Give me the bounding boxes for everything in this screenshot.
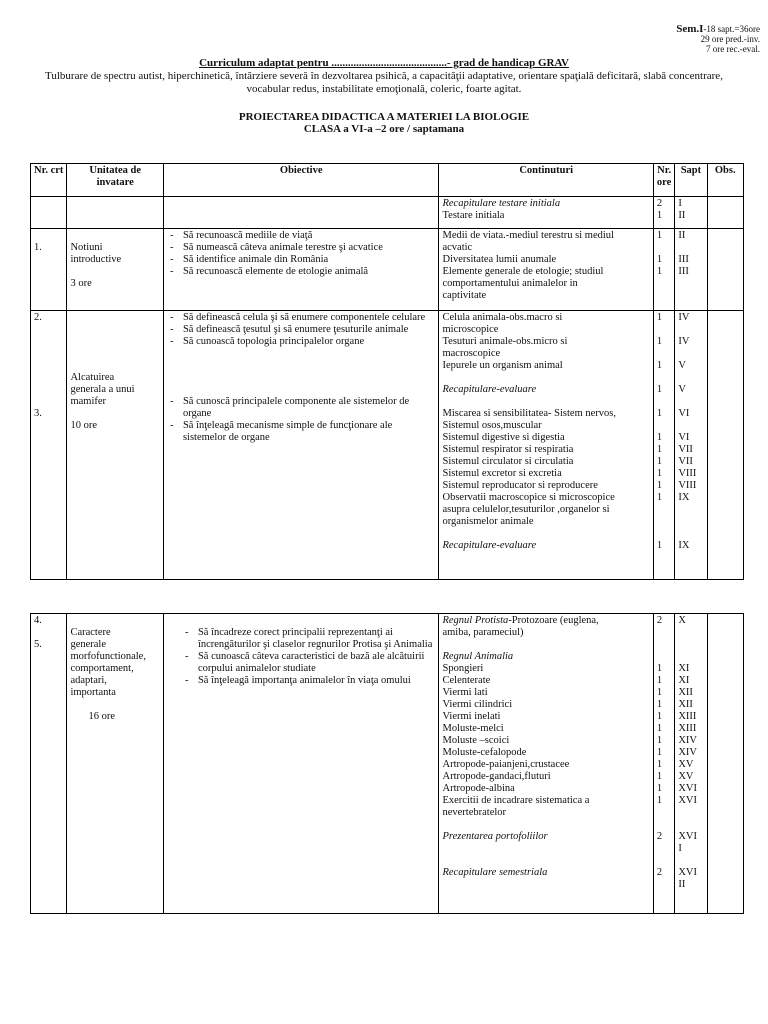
sapt-value: IV (678, 336, 690, 347)
content-line (442, 372, 649, 384)
ore-value (657, 290, 671, 302)
content-line: nevertebratelor (442, 807, 507, 818)
ore-value (657, 843, 671, 855)
content-line: Moluste-melci (442, 723, 504, 734)
objective-item: - Să cunoască topologia principalelor organe (167, 336, 436, 348)
description-line: vocabular redus, instabilitate emoţională, coleric, foarte agitat. (246, 83, 522, 95)
ore-value: 1 (656, 771, 663, 782)
content-line: Celenterate (442, 675, 491, 686)
content-line: Regnul Animalia (442, 651, 514, 662)
sapt-value: V (678, 384, 686, 395)
col-header: Obs. (707, 164, 744, 197)
objective-item: - Să înţeleagă importanţa animalelor în viaţa omului (182, 675, 436, 687)
ore-value: 1 (656, 687, 663, 698)
sapt-value: XVI (678, 795, 698, 806)
ore-value: 1 (656, 230, 663, 241)
objective-item: - Să recunoască mediile de viaţă (167, 230, 436, 242)
ore-value: 1 (656, 468, 663, 479)
ore-value (657, 242, 671, 254)
sapt-value (678, 639, 703, 651)
unit-cell: Caractere generale morfofunctionale, comportament, adaptari, importanta 16 ore (67, 614, 163, 914)
content-line: Spongieri (442, 663, 484, 674)
ore-value: 1 (656, 759, 663, 770)
ore-value: 1 (656, 540, 663, 551)
unit-cell: Notiuni introductive 3 ore (67, 229, 163, 311)
curriculum-line: Curriculum adaptat pentru ..........................................- grad de handicap GRAV (199, 57, 569, 69)
objective-item: - Să cunoscă principalele componente ale sistemelor de organe (167, 396, 436, 420)
nr-cell: 2. 3. (31, 311, 67, 580)
ore-value (657, 516, 671, 528)
content-line: Viermi lati (442, 687, 488, 698)
plan-table-1 (30, 163, 744, 580)
content-cell (439, 311, 653, 580)
ore-cell: 2 1 (653, 197, 674, 229)
ore-value (657, 639, 671, 651)
ore-value: 2 (656, 867, 663, 878)
objective-item: - Să înţeleagă mecanisme simple de funcţionare ale sistemelor de organe (167, 420, 436, 444)
content-line: Sistemul reproducator si reproducere (442, 480, 598, 491)
objective-item: - Să recunoască elemente de etologie animală (167, 266, 436, 278)
col-header: Continuturi (439, 164, 653, 197)
content-line (442, 843, 649, 855)
objectives-cell (163, 229, 439, 311)
sapt-value (678, 855, 703, 867)
content-line: Sistemul excretor si excretia (442, 468, 562, 479)
semester-line: 7 ore rec.-eval. (706, 44, 760, 54)
content-line: Iepurele un organism animal (442, 360, 563, 371)
document-header (0, 57, 768, 96)
sapt-value (678, 807, 703, 819)
sapt-value: XII (678, 699, 693, 710)
sapt-value (678, 348, 703, 360)
ore-value (657, 420, 671, 432)
ore-value (657, 348, 671, 360)
sapt-value: III (678, 254, 689, 265)
sapt-value: I (678, 843, 682, 854)
ore-value: 1 (656, 747, 663, 758)
content-line: Sistemul circulator si circulatia (442, 456, 574, 467)
content-line: comportamentului animalelor in (442, 278, 578, 289)
objective-item: - Să cunoască câteva caracteristici de bază ale alcătuirii corpului animalelor studiate (182, 651, 436, 675)
sapt-value: XI (678, 663, 690, 674)
col-header: Nr. crt (31, 164, 67, 197)
ore-value: 1 (656, 312, 663, 323)
content-line (442, 615, 649, 627)
sapt-cell (675, 614, 707, 914)
sapt-value: XV (678, 771, 694, 782)
ore-cell (653, 229, 674, 311)
sapt-value (678, 420, 703, 432)
nr-cell: 4. 5. (31, 614, 67, 914)
ore-value: 1 (656, 783, 663, 794)
content-line (442, 639, 649, 651)
ore-value: 1 (656, 711, 663, 722)
table-row (31, 614, 744, 914)
sapt-value (678, 504, 703, 516)
ore-value: 1 (656, 492, 663, 503)
title-line: CLASA a VI-a –2 ore / saptamana (303, 123, 465, 135)
objective-item: - Să definească celula şi să enumere componentele celulare (167, 312, 436, 324)
ore-value (657, 807, 671, 819)
content-line: Observatii macroscopice si microscopice (442, 492, 615, 503)
sapt-cell (675, 311, 707, 580)
content-line: Exercitii de incadrare sistematica a (442, 795, 590, 806)
ore-value: 1 (656, 699, 663, 710)
content-line: Artropode-paianjeni,crustacee (442, 759, 570, 770)
sapt-value: XV (678, 759, 694, 770)
sapt-value: II (678, 879, 686, 890)
sapt-value (678, 528, 703, 540)
table-row (31, 311, 744, 580)
content-rest-part: -Protozoare (euglena, (508, 615, 599, 626)
sapt-value: XIII (678, 723, 697, 734)
ore-value: 1 (656, 408, 663, 419)
ore-value (657, 396, 671, 408)
sapt-value: VII (678, 456, 693, 467)
table-row (31, 197, 744, 229)
sapt-value: XIV (678, 747, 698, 758)
sapt-value: XVI (678, 867, 698, 878)
content-italic-part: Regnul Protista (442, 615, 509, 626)
content-line: Sistemul digestive si digestia (442, 432, 565, 443)
sapt-cell: I II (675, 197, 707, 229)
ore-cell (653, 311, 674, 580)
content-line: Moluste-cefalopode (442, 747, 527, 758)
content-line: Artropode-albina (442, 783, 515, 794)
content-line: captivitate (442, 290, 487, 301)
content-line: Viermi cilindrici (442, 699, 513, 710)
content-cell (439, 229, 653, 311)
sapt-value: VIII (678, 480, 697, 491)
ore-cell (653, 614, 674, 914)
content-line: Recapitulare testare initiala (442, 198, 561, 209)
ore-value (657, 504, 671, 516)
sapt-value: XI (678, 675, 690, 686)
ore-value: 2 (656, 615, 663, 626)
sapt-value (678, 516, 703, 528)
objective-item: - Să numească câteva animale terestre şi acvatice (167, 242, 436, 254)
nr-cell: 1. (31, 229, 67, 311)
sapt-value: IX (678, 492, 690, 503)
objective-item: - Să identifice animale din România (167, 254, 436, 266)
col-header: Sapt (675, 164, 707, 197)
content-line: Miscarea si sensibilitatea- Sistem nervos, (442, 408, 616, 419)
content-line: organismelor animale (442, 516, 534, 527)
content-line: Medii de viata.-mediul terestru si mediul (442, 230, 614, 241)
sapt-cell (675, 229, 707, 311)
sapt-value: X (678, 615, 686, 626)
sapt-value: VI (678, 432, 690, 443)
ore-value (657, 855, 671, 867)
content-line: asupra celulelor,tesuturilor ,organelor si (442, 504, 610, 515)
content-line: Recapitulare-evaluare (442, 384, 537, 395)
unit-cell: Alcatuirea generala a unui mamifer 10 ore (67, 311, 163, 580)
content-line: Sistemul respirator si respiratia (442, 444, 574, 455)
ore-value: 1 (656, 723, 663, 734)
ore-value: 1 (656, 336, 663, 347)
ore-value (657, 528, 671, 540)
sapt-value (678, 651, 703, 663)
sapt-value: IX (678, 540, 690, 551)
content-line: microscopice (442, 324, 499, 335)
content-line: Celula animala-obs.macro si (442, 312, 563, 323)
sapt-value (678, 372, 703, 384)
ore-value: 1 (656, 254, 663, 265)
ore-value (657, 372, 671, 384)
sapt-value: III (678, 266, 689, 277)
col-header: Nr. ore (653, 164, 674, 197)
content-line: Elemente generale de etologie; studiul (442, 266, 604, 277)
content-line: acvatic (442, 242, 473, 253)
content-line (442, 819, 649, 831)
sapt-value: XIV (678, 735, 698, 746)
content-line (442, 396, 649, 408)
content-line: Recapitulare-evaluare (442, 540, 537, 551)
table-row (31, 229, 744, 311)
content-line: macroscopice (442, 348, 501, 359)
objective-item: - Să încadreze corect principalii reprezentanţi ai încrengăturilor şi claselor regnurilor Protisa şi Animalia (182, 627, 436, 651)
ore-value: 1 (656, 456, 663, 467)
content-line: Tesuturi animale-obs.micro si (442, 336, 568, 347)
sapt-value (678, 324, 703, 336)
semester-info (620, 24, 760, 54)
ore-value: 1 (656, 480, 663, 491)
ore-value: 2 (656, 831, 663, 842)
semester-line: -18 sapt.=36ore (703, 24, 760, 34)
semester-line: 29 ore pred.-inv. (700, 34, 760, 44)
sapt-value (678, 396, 703, 408)
ore-value: 1 (656, 444, 663, 455)
content-line (442, 528, 649, 540)
ore-value (657, 324, 671, 336)
objective-item: - Să definească ţesutul şi să enumere ţesuturile animale (167, 324, 436, 336)
sapt-value: XVI (678, 783, 698, 794)
ore-value (657, 278, 671, 290)
sapt-value (678, 278, 703, 290)
ore-value (657, 651, 671, 663)
ore-value (657, 627, 671, 639)
content-line (442, 855, 649, 867)
sapt-value (678, 290, 703, 302)
content-line: Artropode-gandaci,fluturi (442, 771, 551, 782)
content-cell (439, 614, 653, 914)
sapt-value: VIII (678, 468, 697, 479)
ore-value: 1 (656, 360, 663, 371)
ore-value: 1 (656, 795, 663, 806)
objectives-cell (163, 311, 439, 580)
table-header-row (31, 164, 744, 197)
sapt-value: XII (678, 687, 693, 698)
ore-value: 1 (656, 675, 663, 686)
objectives-cell (163, 614, 439, 914)
content-line: Sistemul osos,muscular (442, 420, 542, 431)
content-cell (439, 197, 653, 229)
col-header: Obiective (163, 164, 439, 197)
ore-value: 1 (656, 384, 663, 395)
sapt-value: XVI (678, 831, 698, 842)
sapt-value: VII (678, 444, 693, 455)
ore-value (657, 819, 671, 831)
title-line: PROIECTAREA DIDACTICA A MATERIEI LA BIOLOGIE (238, 111, 530, 123)
ore-value: 1 (656, 663, 663, 674)
semester-label: Sem.I (676, 23, 704, 35)
sapt-value: II (678, 230, 686, 241)
sapt-value (678, 627, 703, 639)
sapt-value (678, 242, 703, 254)
sapt-value: IV (678, 312, 690, 323)
content-line: Moluste –scoici (442, 735, 510, 746)
description-line: Tulburare de spectru autist, hiperchinetică, întârziere severă în dezvoltarea psihică, a capacităţii adaptative, orientare spaţială deficitară, slabă concentrare, (45, 70, 723, 82)
content-line: Recapitulare semestriala (442, 867, 548, 878)
document-title (0, 111, 768, 135)
content-line: Diversitatea lumii anumale (442, 254, 557, 265)
ore-value: 1 (656, 266, 663, 277)
sapt-value: XIII (678, 711, 697, 722)
sapt-value: VI (678, 408, 690, 419)
col-header: Unitatea de invatare (67, 164, 163, 197)
content-line: Viermi inelati (442, 711, 501, 722)
ore-value: 1 (656, 432, 663, 443)
content-line: amiba, parameciul) (442, 627, 524, 638)
sapt-value: V (678, 360, 686, 371)
ore-value: 1 (656, 735, 663, 746)
plan-table-2 (30, 613, 744, 914)
sapt-value (678, 819, 703, 831)
content-line: Testare initiala (442, 210, 505, 221)
content-line: Prezentarea portofoliilor (442, 831, 548, 842)
